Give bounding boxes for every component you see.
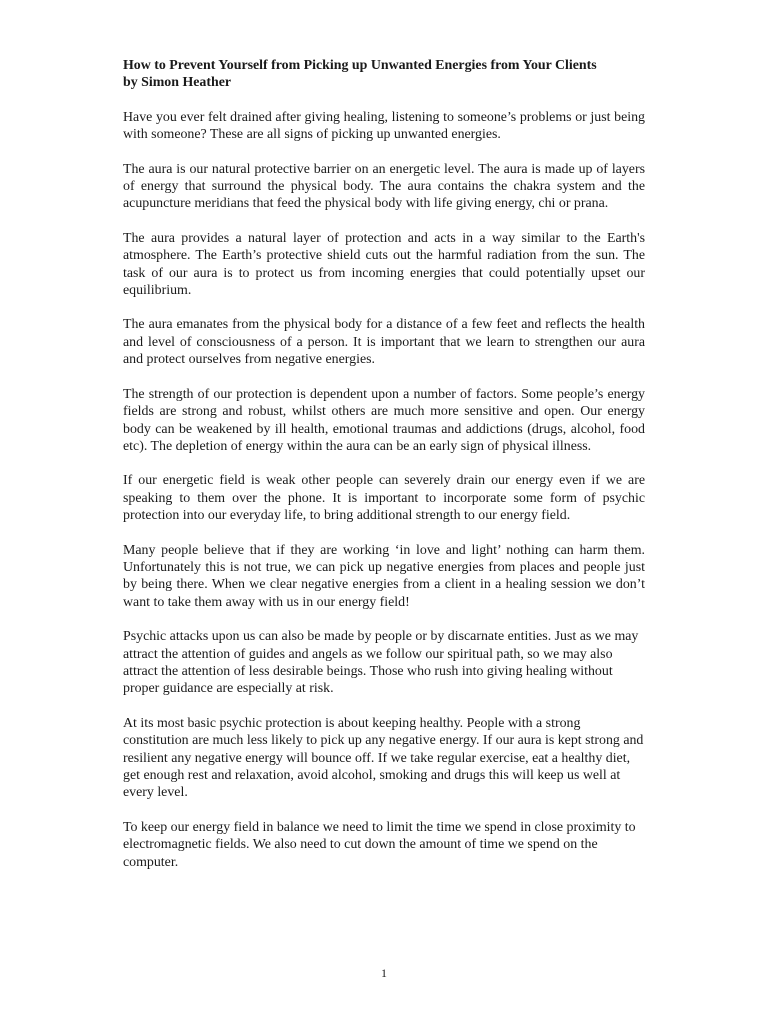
- author-line: by Simon Heather: [123, 75, 232, 91]
- paragraph-3: The aura provides a natural layer of protection and acts in a way similar to the Earth's atmosphere. The Earth’s protective shield cuts out the harmful radiation from the sun. The task of our aura is to protect us from incoming energies that could potentially upset our equilibrium.: [123, 230, 645, 299]
- paragraph-5: The strength of our protection is dependent upon a number of factors. Some people’s energy fields are strong and robust, whilst others are much more sensitive and open. Our energy body can be weakened by ill health, emotional traumas and addictions (drugs, alcohol, food etc). The depletion of energy within the aura can be an early sign of physical illness.: [123, 386, 645, 454]
- paragraph-6: If our energetic field is weak other people can severely drain our energy even if we are speaking to them over the phone. It is important to incorporate some form of psychic protection into our everyday life, to bring additional strength to our energy field.: [123, 473, 645, 524]
- paragraph-2: The aura is our natural protective barrier on an energetic level. The aura is made up of layers of energy that surround the physical body. The aura contains the chakra system and the acupuncture meridians that feed the physical body with life giving energy, chi or prana.: [123, 161, 645, 212]
- document-title: [123, 57, 645, 92]
- document-body: [123, 57, 645, 888]
- paragraph-10: To keep our energy field in balance we need to limit the time we spend in close proximity to electromagnetic fields. We also need to cut down the amount of time we spend on the computer.: [123, 819, 636, 870]
- paragraph-4: The aura emanates from the physical body for a distance of a few feet and reflects the health and level of consciousness of a person. It is important that we learn to strengthen our aura and protect ourselves from negative energies.: [123, 317, 645, 368]
- paragraph-8: Psychic attacks upon us can also be made by people or by discarnate entities. Just as we may attract the attention of guides and angels as we follow our spiritual path, so we may also attract the attention of less desirable beings. Those who rush into giving healing without proper guidance are especially at risk.: [123, 629, 639, 697]
- page-number: 1: [381, 966, 387, 980]
- paragraph-7: Many people believe that if they are working ‘in love and light’ nothing can harm them. Unfortunately this is not true, we can pick up negative energies from places and people just by being there. When we clear negative energies from a client in a healing session we don’t want to take them away with us in our energy field!: [123, 542, 645, 610]
- paragraph-1: Have you ever felt drained after giving healing, listening to someone’s problems or just being with someone? These are all signs of picking up unwanted energies.: [123, 109, 645, 143]
- title-line: How to Prevent Yourself from Picking up Unwanted Energies from Your Clients: [123, 58, 597, 73]
- paragraph-9: At its most basic psychic protection is about keeping healthy. People with a strong constitution are much less likely to pick up any negative energy. If our aura is kept strong and resilient any negative energy will bounce off. If we take regular exercise, eat a healthy diet, get enough rest and relaxation, avoid alcohol, smoking and drugs this will keep us well at every level.: [123, 715, 644, 801]
